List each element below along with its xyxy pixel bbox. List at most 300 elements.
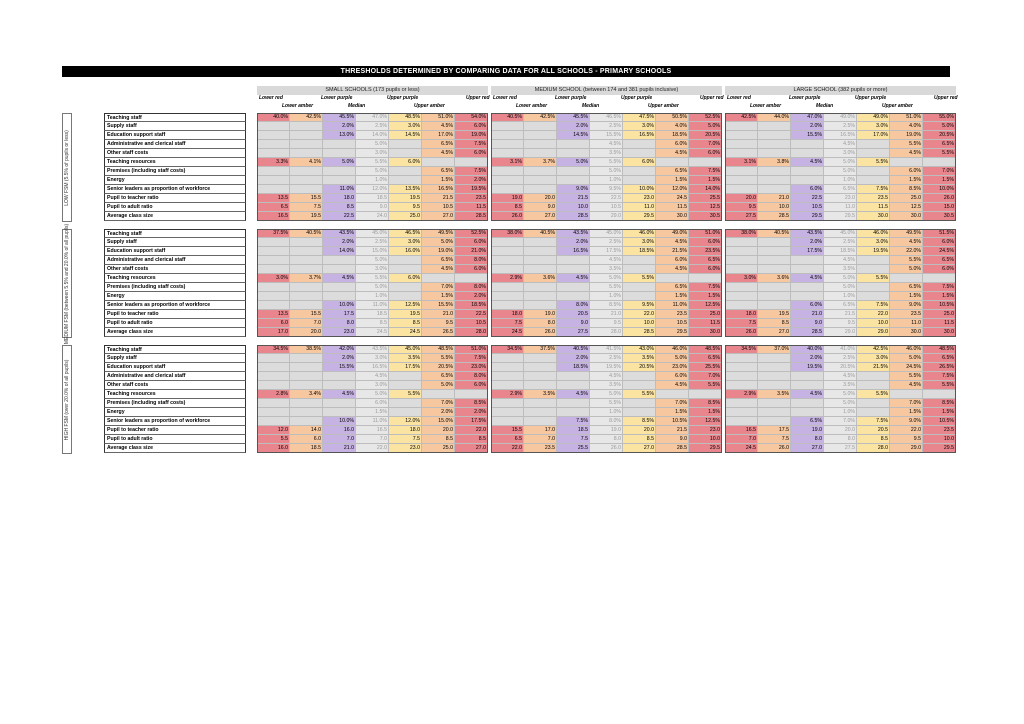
threshold-cell: 3.8%: [758, 158, 791, 167]
metric-label: Premises (including staff costs): [104, 399, 246, 408]
column-label: Lower purple: [789, 95, 821, 101]
threshold-cell: 28.0: [590, 328, 623, 337]
threshold-cell: 7.0%: [824, 417, 857, 426]
threshold-cell: 7.5%: [857, 301, 890, 310]
threshold-cell: [422, 390, 455, 399]
threshold-cell: 9.0: [356, 203, 389, 212]
fsm-band-label: [62, 113, 72, 222]
threshold-cell: 6.5%: [890, 283, 923, 292]
threshold-cell: [257, 149, 290, 158]
threshold-cell: 19.5%: [455, 185, 488, 194]
threshold-cell: 6.0%: [455, 381, 488, 390]
threshold-cell: [290, 256, 323, 265]
column-label: Upper purple: [621, 95, 653, 101]
threshold-cell: 4.5%: [890, 381, 923, 390]
threshold-cell: 27.5: [557, 328, 590, 337]
threshold-cell: 6.0%: [923, 238, 956, 247]
threshold-cell: 27.0: [623, 444, 656, 453]
threshold-cell: 50.5%: [656, 113, 689, 122]
threshold-cell: 46.5%: [590, 113, 623, 122]
threshold-cell: 6.5%: [656, 283, 689, 292]
threshold-cell: 19.0: [590, 426, 623, 435]
threshold-cell: 29.0: [857, 328, 890, 337]
threshold-cell: 47.0%: [791, 113, 824, 122]
threshold-cell: 21.0: [422, 310, 455, 319]
threshold-cell: 18.5%: [455, 301, 488, 310]
threshold-cell: [524, 301, 557, 310]
threshold-cell: 38.5%: [290, 345, 323, 354]
threshold-cell: 3.5%: [590, 149, 623, 158]
threshold-cell: 3.5%: [824, 265, 857, 274]
metric-label: Pupil to adult ratio: [104, 203, 246, 212]
threshold-cell: [725, 122, 758, 131]
column-label: Upper amber: [882, 103, 913, 109]
threshold-cell: 47.5%: [623, 113, 656, 122]
threshold-cell: 20.0: [290, 328, 323, 337]
threshold-cell: [725, 131, 758, 140]
threshold-cell: 29.5: [824, 212, 857, 221]
threshold-cell: [491, 408, 524, 417]
threshold-cell: [257, 372, 290, 381]
threshold-cell: 7.0: [290, 319, 323, 328]
threshold-cell: [290, 381, 323, 390]
threshold-cell: 4.5%: [323, 390, 356, 399]
threshold-cell: 1.0%: [356, 176, 389, 185]
threshold-cell: [257, 408, 290, 417]
threshold-cell: [290, 140, 323, 149]
threshold-cell: 7.0%: [923, 167, 956, 176]
threshold-cell: 10.5%: [923, 301, 956, 310]
threshold-cell: 46.0%: [623, 229, 656, 238]
threshold-cell: [557, 176, 590, 185]
threshold-cell: 46.5%: [389, 229, 422, 238]
threshold-cell: 8.0: [791, 435, 824, 444]
threshold-cell: [725, 247, 758, 256]
threshold-cell: 25.0: [689, 310, 722, 319]
metric-label: Teaching resources: [104, 274, 246, 283]
threshold-cell: 4.5%: [323, 274, 356, 283]
threshold-cell: 3.0%: [857, 122, 890, 131]
threshold-cell: [791, 167, 824, 176]
threshold-cell: [524, 363, 557, 372]
threshold-cell: [923, 274, 956, 283]
threshold-cell: 28.5: [557, 212, 590, 221]
threshold-cell: 14.5%: [557, 131, 590, 140]
threshold-cell: 5.0%: [356, 140, 389, 149]
threshold-cell: 17.5%: [455, 417, 488, 426]
threshold-cell: 7.0: [524, 435, 557, 444]
threshold-cell: 5.5%: [890, 372, 923, 381]
threshold-cell: 6.5%: [422, 140, 455, 149]
threshold-cell: [491, 283, 524, 292]
threshold-cell: [557, 256, 590, 265]
threshold-cell: [623, 149, 656, 158]
threshold-cell: 4.5%: [824, 372, 857, 381]
threshold-cell: 24.5: [491, 328, 524, 337]
threshold-cell: [491, 381, 524, 390]
threshold-cell: [389, 149, 422, 158]
metric-label: Average class size: [104, 212, 246, 221]
column-label: Lower amber: [282, 103, 314, 109]
threshold-cell: 5.5%: [857, 274, 890, 283]
threshold-cell: 3.5%: [389, 354, 422, 363]
threshold-cell: [656, 390, 689, 399]
threshold-cell: [257, 131, 290, 140]
metric-label: Average class size: [104, 444, 246, 453]
threshold-cell: 5.0%: [422, 238, 455, 247]
threshold-cell: 11.5: [923, 319, 956, 328]
threshold-cell: [857, 399, 890, 408]
threshold-cell: 5.0%: [824, 167, 857, 176]
threshold-cell: 22.0: [623, 310, 656, 319]
metric-label: Other staff costs: [104, 381, 246, 390]
threshold-cell: 42.5%: [857, 345, 890, 354]
metric-label: Administrative and clerical staff: [104, 256, 246, 265]
threshold-cell: [758, 417, 791, 426]
threshold-cell: [389, 167, 422, 176]
threshold-cell: 20.0: [725, 194, 758, 203]
threshold-cell: 5.0%: [590, 390, 623, 399]
threshold-cell: 20.0: [422, 426, 455, 435]
threshold-cell: 40.5%: [524, 229, 557, 238]
threshold-cell: [389, 408, 422, 417]
threshold-cell: 3.0%: [257, 274, 290, 283]
threshold-cell: 29.0: [590, 212, 623, 221]
threshold-cell: 5.0%: [824, 158, 857, 167]
threshold-cell: 14.0%: [356, 131, 389, 140]
threshold-cell: [290, 399, 323, 408]
threshold-cell: 7.5: [758, 435, 791, 444]
threshold-cell: [791, 372, 824, 381]
threshold-cell: [725, 149, 758, 158]
threshold-cell: 5.5%: [356, 274, 389, 283]
threshold-cell: 5.5%: [689, 381, 722, 390]
threshold-cell: [323, 176, 356, 185]
threshold-cell: 6.0%: [656, 372, 689, 381]
threshold-cell: 6.0: [290, 435, 323, 444]
threshold-cell: 4.5%: [791, 158, 824, 167]
threshold-cell: [491, 238, 524, 247]
threshold-cell: 13.5: [257, 310, 290, 319]
threshold-cell: 48.5%: [389, 113, 422, 122]
threshold-cell: [791, 176, 824, 185]
threshold-cell: 42.5%: [290, 113, 323, 122]
threshold-cell: [725, 372, 758, 381]
threshold-cell: 30.5: [689, 212, 722, 221]
threshold-cell: 8.5: [758, 319, 791, 328]
threshold-cell: 6.0%: [689, 238, 722, 247]
threshold-cell: 7.5%: [923, 372, 956, 381]
threshold-cell: 49.5%: [890, 229, 923, 238]
threshold-cell: 1.0%: [824, 176, 857, 185]
threshold-cell: 25.0: [890, 194, 923, 203]
threshold-cell: 2.0%: [455, 176, 488, 185]
threshold-cell: 29.5: [689, 444, 722, 453]
threshold-cell: [389, 381, 422, 390]
threshold-cell: 15.0%: [356, 247, 389, 256]
metric-label: Teaching resources: [104, 158, 246, 167]
metric-label: Supply staff: [104, 354, 246, 363]
threshold-cell: 8.0%: [557, 301, 590, 310]
threshold-cell: [725, 176, 758, 185]
threshold-cell: 23.5: [656, 310, 689, 319]
threshold-cell: [725, 399, 758, 408]
threshold-cell: [758, 247, 791, 256]
threshold-cell: [656, 158, 689, 167]
threshold-cell: 3.1%: [725, 158, 758, 167]
threshold-cell: 1.5%: [923, 408, 956, 417]
threshold-cell: 11.0: [890, 319, 923, 328]
threshold-cell: 9.5: [422, 319, 455, 328]
threshold-cell: [524, 149, 557, 158]
threshold-cell: [725, 265, 758, 274]
threshold-cell: 19.0: [524, 310, 557, 319]
threshold-cell: 22.5: [323, 212, 356, 221]
threshold-cell: 23.5: [890, 310, 923, 319]
threshold-cell: [323, 283, 356, 292]
threshold-cell: [791, 283, 824, 292]
threshold-cell: 24.5: [656, 194, 689, 203]
threshold-cell: [791, 265, 824, 274]
threshold-cell: 43.5%: [791, 229, 824, 238]
threshold-cell: 28.5: [656, 444, 689, 453]
threshold-cell: 30.0: [890, 328, 923, 337]
threshold-cell: 29.0: [824, 328, 857, 337]
threshold-cell: [791, 408, 824, 417]
threshold-cell: [422, 158, 455, 167]
threshold-cell: [257, 292, 290, 301]
threshold-cell: 28.5: [623, 328, 656, 337]
threshold-cell: [623, 283, 656, 292]
threshold-cell: 20.5: [557, 310, 590, 319]
threshold-cell: [323, 149, 356, 158]
threshold-cell: [290, 131, 323, 140]
metric-label: Energy: [104, 292, 246, 301]
threshold-cell: [524, 265, 557, 274]
threshold-cell: [689, 274, 722, 283]
threshold-cell: 29.5: [923, 444, 956, 453]
threshold-cell: [791, 256, 824, 265]
threshold-cell: [857, 265, 890, 274]
threshold-cell: 8.5: [455, 435, 488, 444]
metric-label: Teaching staff: [104, 229, 246, 238]
threshold-cell: 45.0%: [389, 345, 422, 354]
threshold-cell: [524, 131, 557, 140]
column-label: Upper amber: [414, 103, 445, 109]
threshold-cell: 6.5%: [689, 354, 722, 363]
threshold-cell: [257, 122, 290, 131]
threshold-cell: 18.5%: [824, 247, 857, 256]
threshold-cell: 22.0: [857, 310, 890, 319]
threshold-cell: 26.0: [758, 444, 791, 453]
threshold-cell: 3.6%: [524, 274, 557, 283]
threshold-cell: [557, 399, 590, 408]
threshold-cell: 16.5%: [422, 185, 455, 194]
threshold-cell: 43.5%: [356, 345, 389, 354]
threshold-cell: 8.5: [491, 203, 524, 212]
column-label: Lower amber: [516, 103, 548, 109]
threshold-cell: 52.5%: [455, 229, 488, 238]
threshold-cell: 12.5%: [689, 417, 722, 426]
threshold-cell: 6.5: [257, 203, 290, 212]
metric-label: Pupil to teacher ratio: [104, 194, 246, 203]
threshold-cell: 4.0%: [656, 122, 689, 131]
threshold-cell: 4.5%: [422, 122, 455, 131]
threshold-cell: [557, 167, 590, 176]
threshold-cell: [758, 185, 791, 194]
threshold-cell: 2.0%: [791, 238, 824, 247]
column-label: Median: [582, 103, 600, 109]
threshold-cell: [890, 390, 923, 399]
threshold-cell: 7.5: [725, 319, 758, 328]
threshold-cell: [689, 390, 722, 399]
threshold-cell: 37.5%: [524, 345, 557, 354]
threshold-cell: 5.0%: [824, 283, 857, 292]
threshold-cell: [257, 247, 290, 256]
threshold-cell: 3.5%: [590, 381, 623, 390]
threshold-cell: 16.0: [257, 444, 290, 453]
threshold-cell: 6.5%: [422, 167, 455, 176]
threshold-cell: [422, 274, 455, 283]
threshold-cell: [290, 265, 323, 274]
threshold-cell: 1.5%: [656, 292, 689, 301]
threshold-cell: 7.5: [557, 435, 590, 444]
metric-label: Teaching staff: [104, 345, 246, 354]
fsm-band-text: LOW FSM (5.5% of pupils or less): [64, 129, 70, 206]
threshold-cell: 23.5: [524, 444, 557, 453]
threshold-cell: 6.0%: [656, 140, 689, 149]
threshold-cell: 25.5%: [689, 363, 722, 372]
threshold-cell: [389, 176, 422, 185]
threshold-cell: 5.5%: [857, 158, 890, 167]
threshold-cell: 2.0%: [455, 292, 488, 301]
threshold-cell: [257, 238, 290, 247]
threshold-cell: 9.0: [557, 319, 590, 328]
threshold-cell: [758, 372, 791, 381]
threshold-cell: [524, 238, 557, 247]
threshold-cell: 9.5: [725, 203, 758, 212]
threshold-cell: [524, 354, 557, 363]
threshold-cell: 17.5: [758, 426, 791, 435]
threshold-cell: [725, 283, 758, 292]
threshold-cell: [290, 408, 323, 417]
threshold-cell: 16.5%: [557, 247, 590, 256]
threshold-cell: 10.0: [557, 203, 590, 212]
metric-label: Senior leaders as proportion of workforce: [104, 301, 246, 310]
threshold-cell: 1.5%: [689, 292, 722, 301]
threshold-cell: 10.0%: [323, 417, 356, 426]
metric-label: Pupil to teacher ratio: [104, 310, 246, 319]
threshold-cell: 19.5%: [791, 363, 824, 372]
threshold-cell: [491, 185, 524, 194]
threshold-cell: 18.0: [725, 310, 758, 319]
threshold-cell: 2.5%: [590, 354, 623, 363]
threshold-cell: 43.0%: [623, 345, 656, 354]
threshold-cell: [623, 408, 656, 417]
threshold-cell: 18.5: [356, 194, 389, 203]
threshold-cell: 23.0%: [656, 363, 689, 372]
threshold-cell: 7.0: [323, 435, 356, 444]
threshold-cell: 5.0%: [890, 265, 923, 274]
threshold-cell: 21.5: [557, 194, 590, 203]
threshold-cell: 21.0%: [455, 247, 488, 256]
threshold-cell: 14.5%: [389, 131, 422, 140]
threshold-cell: 8.5: [422, 435, 455, 444]
threshold-cell: 27.0: [758, 328, 791, 337]
threshold-cell: 4.5%: [890, 238, 923, 247]
threshold-cell: 25.5: [689, 194, 722, 203]
threshold-cell: [524, 167, 557, 176]
threshold-cell: 22.0: [491, 444, 524, 453]
threshold-cell: 7.0: [725, 435, 758, 444]
threshold-cell: [290, 354, 323, 363]
threshold-cell: 18.0: [323, 194, 356, 203]
threshold-cell: [758, 265, 791, 274]
fsm-band-label: [62, 223, 72, 344]
threshold-cell: 4.5%: [422, 149, 455, 158]
threshold-cell: [524, 292, 557, 301]
threshold-cell: [455, 390, 488, 399]
threshold-cell: [389, 283, 422, 292]
threshold-cell: [725, 238, 758, 247]
threshold-cell: [257, 140, 290, 149]
threshold-cell: [923, 158, 956, 167]
threshold-cell: [758, 122, 791, 131]
threshold-cell: 21.5: [422, 194, 455, 203]
threshold-cell: 55.0%: [923, 113, 956, 122]
threshold-cell: 27.0: [791, 444, 824, 453]
threshold-cell: 5.5%: [857, 390, 890, 399]
threshold-cell: [389, 372, 422, 381]
threshold-cell: 22.0: [455, 426, 488, 435]
threshold-cell: 25.0: [422, 444, 455, 453]
threshold-cell: 3.0%: [857, 354, 890, 363]
metric-label: Premises (including staff costs): [104, 283, 246, 292]
metric-label: Teaching staff: [104, 113, 246, 122]
threshold-cell: 6.5%: [923, 354, 956, 363]
threshold-cell: 9.5: [824, 319, 857, 328]
threshold-cell: 6.5%: [689, 256, 722, 265]
threshold-cell: 1.5%: [689, 176, 722, 185]
threshold-cell: 20.5%: [824, 363, 857, 372]
threshold-cell: 5.5%: [590, 158, 623, 167]
threshold-cell: 24.5: [356, 328, 389, 337]
threshold-cell: 3.7%: [524, 158, 557, 167]
threshold-cell: 5.0%: [356, 167, 389, 176]
threshold-cell: 27.0: [455, 444, 488, 453]
threshold-cell: 17.0: [257, 328, 290, 337]
threshold-cell: 10.5%: [656, 417, 689, 426]
threshold-cell: 5.5%: [356, 158, 389, 167]
threshold-cell: 2.5%: [824, 122, 857, 131]
threshold-cell: 4.5%: [590, 140, 623, 149]
threshold-cell: 28.5: [791, 328, 824, 337]
metric-label: Supply staff: [104, 238, 246, 247]
threshold-cell: 19.5: [758, 310, 791, 319]
threshold-cell: 16.0: [323, 426, 356, 435]
threshold-cell: 15.5%: [590, 131, 623, 140]
threshold-cell: 15.5%: [323, 363, 356, 372]
threshold-cell: 16.5: [257, 212, 290, 221]
threshold-cell: [524, 399, 557, 408]
threshold-cell: 6.0%: [623, 158, 656, 167]
threshold-cell: 17.0: [524, 426, 557, 435]
threshold-cell: [791, 399, 824, 408]
threshold-cell: 40.5%: [290, 229, 323, 238]
threshold-cell: [491, 399, 524, 408]
threshold-cell: 6.5%: [422, 256, 455, 265]
threshold-cell: 5.5%: [389, 390, 422, 399]
